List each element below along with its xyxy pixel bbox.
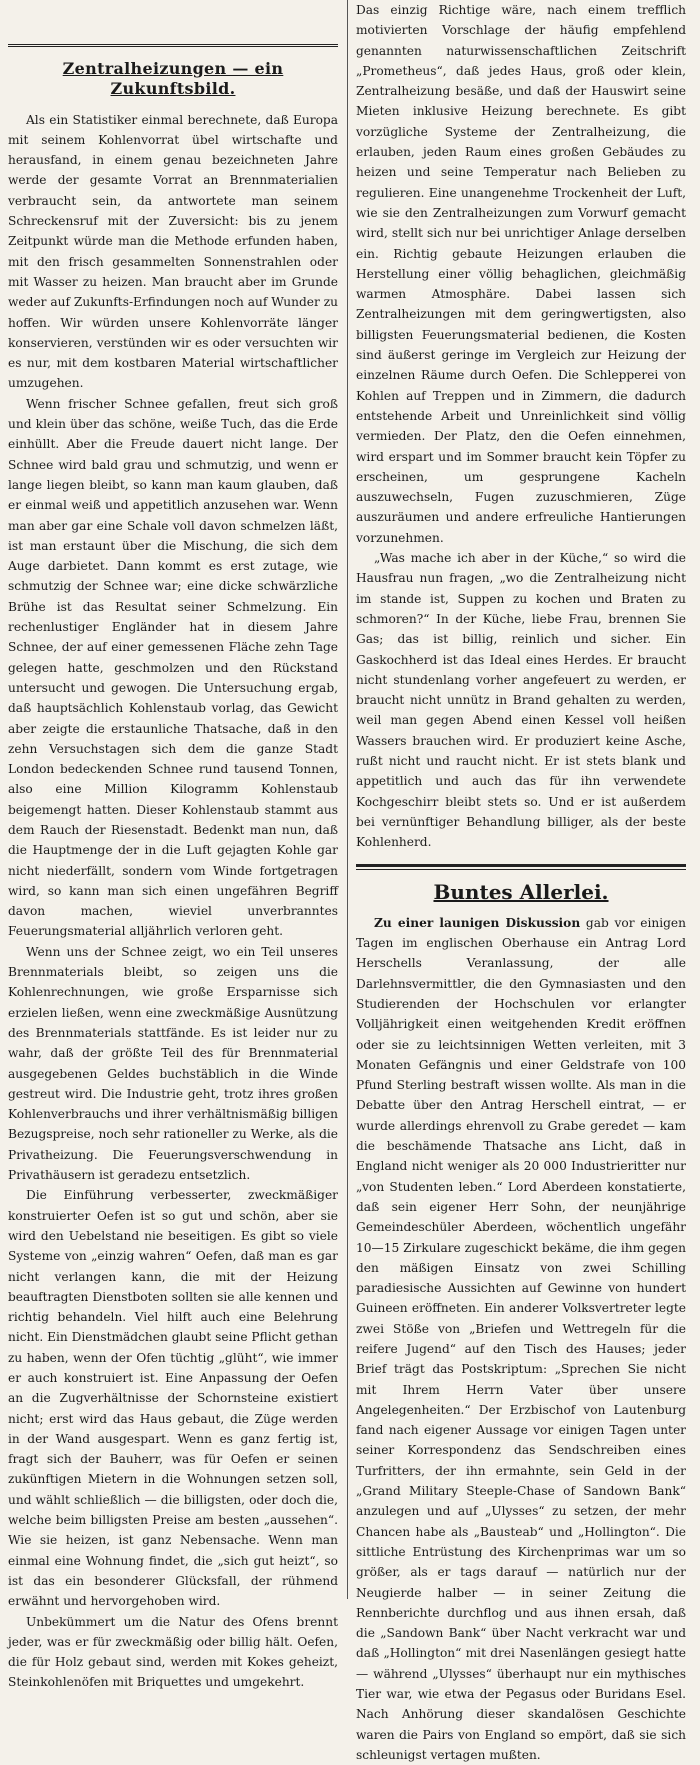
column-rule	[347, 0, 348, 1599]
allerlei-lead: Zu einer launigen Diskussion	[374, 915, 581, 930]
right-column	[356, 0, 686, 1762]
allerlei-text: gab vor einigen Tagen im englischen Oberhause ein Antrag Lord Herschells Veranlassung, der alle Darlehnsvermittler, die den Gymnasiasten und den Studierenden der Hochschulen vor erlangter Volljährigkeit einen weitgehenden Kredit eröffnen oder sie zu leichtsinnigen Wetten verleiten, mit 3 Monaten Gefängnis und einer Geldstrafe von 100 Pfund Sterling bestraft wissen wollte. Als man in die Debatte über den Antrag Herschell eintrat, — er wurde allerdings ehrenvoll zu Grabe geredet — kam die beschämende Thatsache ans Licht, daß in England nicht weniger als 20 000 Industrieritter nur „von Studenten leben.“ Lord Aberdeen konstatierte, daß sein eigener Herr Sohn, der neunjährige Gemeindeschüler Aberdeen, wöchentlich ungefähr 10—15 Zirkulare zugeschickt bekäme, die ihm gegen den mäßigen Einsatz von zwei Schilling paradiesische Aussichten auf Gewinne von hundert Guineen eröffneten. Ein anderer Volksvertreter legte zwei Stöße von „Briefen und Wettregeln für die reifere Jugend“ auf den Tisch des Hauses; jeder Brief trägt das Postskriptum: „Sprechen Sie nicht mit Ihrem Herrn Vater über unsere Angelegenheiten.“ Der Erzbischof von Lautenburg fand nach eigener Aussage vor einigen Tagen unter seiner Korrespondenz das Sendschreiben eines Turfritters, der ihn ermahnte, sein Geld in der „Grand Military Steeple-Chase of Sandown Bank“ anzulegen und auf „Ulysses“ zu setzen, der mehr Chancen habe als „Bausteab“ und „Hollington“. Die sittliche Entrüstung des Kirchenprimas war um so größer, als er tags darauf — natürlich nur der Neugierde halber — in seiner Zeitung die Rennberichte durchflog und aus ihnen ersah, daß die „Sandown Bank“ über Nacht verkracht war und daß „Hollington“ mit drei Nasenlängen gesiegt hatte — während „Ulysses“ überhaupt nur ein mythisches Tier war, wie etwa der Pegasus oder Buridans Esel. Nach Anhörung dieser skandalösen Geschichte waren die Pairs von England so empört, daß sie sich schleunigst vertagen mußten.	[356, 915, 686, 1762]
section-title: Buntes Allerlei.	[433, 880, 609, 905]
article-title: Zentralheizungen — ein Zukunftsbild.	[62, 59, 284, 99]
paragraph-4: Die Einführung verbesserter, zweckmäßiger konstruierter Oefen ist so gut und schön, aber sie wird den Uebelstand nie beseitigen. Es gibt so viele Systeme von „einzig wahren“ Oefen, daß man es gar nicht verlangen kann, die mit der Heizung beauftragten Dienstboten sollten sie alle kennen und richtig behandeln. Viel hilft auch eine Belehrung nicht. Ein Dienstmädchen glaubt seine Pflicht gethan zu haben, wenn der Ofen tüchtig „glüht“, wie immer er auch konstruiert ist. Eine Anpassung der Oefen an die Zugverhältnisse der Schornsteine existiert nicht; erst wird das Haus gebaut, die Züge werden in der Wand ausgespart. Wenn es ganz fertig ist, fragt sich der Bauherr, was für Oefen er seinen zukünftigen Mietern in die Wohnungen setzen soll, und wählt schließlich — die billigsten, oder doch die, welche beim billigsten Preise am besten „aussehen“. Wie sie heizen, ist ganz Nebensache. Wenn man einmal eine Wohnung findet, die „sich gut heizt“, so ist das ein besonderer Glücksfall, der rühmend erwähnt und hervorgehoben wird.	[8, 1188, 338, 1609]
paragraph-2: Wenn frischer Schnee gefallen, freut sich groß und klein über das schöne, weiße Tuch, das die Erde einhüllt. Aber die Freude dauert nicht lange. Der Schnee wird bald grau und schmutzig, und wenn er lange liegen bleibt, so kann man kaum glauben, daß er einmal weiß und appetitlich anzusehen war. Wenn man aber gar eine Schale voll davon schmelzen läßt, ist man erstaunt über die Mischung, die sich dem Auge darbietet. Dann kommt es erst zutage, wie schmutzig der Schnee war; eine dicke schwärzliche Brühe ist das Resultat seiner Schmelzung. Ein rechenlustiger Engländer hat in diesem Jahre Schnee, der auf einer gemessenen Fläche zehn Tage gelegen hatte, geschmolzen und den Rückstand untersucht und gewogen. Die Untersuchung ergab, daß hauptsächlich Kohlenstaub vorlag, das Gewicht aber zeigte die erstaunliche Thatsache, daß in den zehn Versuchstagen sich dem die ganze Stadt London bedeckenden Schnee rund tausend Tonnen, also eine Million Kilogramm Kohlenstaub beigemengt hatten. Dieser Kohlenstaub stammt aus dem Rauch der Riesenstadt. Bedenkt man nun, daß die Hauptmenge der in die Luft gejagten Kohle gar nicht niederfällt, sondern vom Winde fortgetragen wird, so kann man sich einen ungefähren Begriff davon machen, wieviel unverbranntes Feuerungsmaterial alljährlich verloren geht.	[8, 396, 338, 939]
header-rule	[8, 0, 338, 47]
paragraph-3: Wenn uns der Schnee zeigt, wo ein Teil unseres Brennmaterials bleibt, so zeigen uns die Kohlenrechnungen, wie große Ersparnisse sich erzielen ließen, wenn eine zweckmäßige Ausnützung des Brennmaterials stattfände. Es ist leider nur zu wahr, daß der größte Teil des für Brennmaterial ausgegebenen Geldes buchstäblich in die Winde gestreut wird. Die Industrie geht, trotz ihres großen Kohlenverbrauchs und ihrer verhältnismäßig billigen Bezugspreise, noch sehr rationeller zu Werke, als die Privatheizung. Die Feuerungsverschwendung in Privathäusern ist geradezu entsetzlich.	[8, 944, 338, 1183]
paragraph-1: Als ein Statistiker einmal berechnete, daß Europa mit seinem Kohlenvorrat übel wirtschafte und herausfand, in einem genau bezeichneten Jahre werde der gesamte Vorrat an Brennmaterialien verbraucht sein, da antwortete man seinem Schreckensruf mit der Zuversicht: bis zu jenem Zeitpunkt würde man die Methode erfunden haben, mit den frisch gesammelten Sonnenstrahlen oder mit Wasser zu heizen. Man braucht aber im Grunde weder auf Zukunfts-Erfindungen noch auf Wunder zu hoffen. Wir würden unsere Kohlenvorräte länger konservieren, verstünden wir es oder versuchten wir es nur, mit dem kostbaren Material wirtschaftlicher umzugehen.	[8, 112, 338, 391]
paragraph-7: „Was mache ich aber in der Küche,“ so wird die Hausfrau nun fragen, „wo die Zentralheizung nicht im stande ist, Suppen zu kochen und Braten zu schmoren?“ In der Küche, liebe Frau, brennen Sie Gas; das ist billig, reinlich und sicher. Ein Gaskochherd ist das Ideal eines Herdes. Er braucht nicht stundenlang vorher angefeuert zu werden, er braucht nicht unnütz in Brand gehalten zu werden, weil man gegen Abend einen Kessel voll heißen Wassers brauchen wird. Er produziert keine Asche, rußt nicht und raucht nicht. Er ist stets blank und appetitlich und auch das für ihn verwendete Kochgeschirr bleibt stets so. Und er ist außerdem bei vernünftiger Behandlung billiger, als der beste Kohlenherd.	[356, 551, 686, 850]
left-column	[8, 0, 338, 1690]
section-divider	[356, 864, 686, 870]
paragraph-5: Unbekümmert um die Natur des Ofens brennt jeder, was er für zweckmäßig oder billig hält. Oefen, die für Holz gebaut sind, werden mit Kokes geheizt, Steinkohlenöfen mit Briquettes und umgekehrt.	[8, 1614, 338, 1690]
paragraph-6: Das einzig Richtige wäre, nach einem trefflich motivierten Vorschlage der häufig empfehlend genannten naturwissenschaftlichen Zeitschrift „Prometheus“, daß jedes Haus, groß oder klein, Zentralheizung besäße, und daß der Hauswirt seine Mieten inklusive Heizung berechnete. Es gibt vorzügliche Systeme der Zentralheizung, die erlauben, jeden Raum eines großen Gebäudes zu heizen und seine Temperatur nach Belieben zu regulieren. Eine unangenehme Trockenheit der Luft, wie sie den Zentralheizungen zum Vorwurf gemacht wird, stellt sich nur bei unrichtiger Anlage derselben ein. Richtig gebaute Heizungen erlauben die Herstellung einer völlig behaglichen, gleichmäßig warmen Atmosphäre. Dabei lassen sich Zentralheizungen mit dem geringwertigsten, also billigsten Feuerungsmaterial bedienen, die Kosten sind äußerst geringe im Vergleich zur Heizung der einzelnen Räume durch Oefen. Die Schlepperei von Kohlen auf Treppen und in Zimmern, die dadurch entstehende Arbeit und Unreinlichkeit sind völlig vermieden. Der Platz, den die Oefen einnehmen, wird erspart und im Sommer braucht kein Töpfer zu erscheinen, um gesprungene Kacheln auszuwechseln, Fugen zuzuschmieren, Züge auszuräumen und andere erfreuliche Hantierungen vorzunehmen.	[356, 3, 686, 545]
allerlei-paragraph	[356, 913, 686, 1765]
